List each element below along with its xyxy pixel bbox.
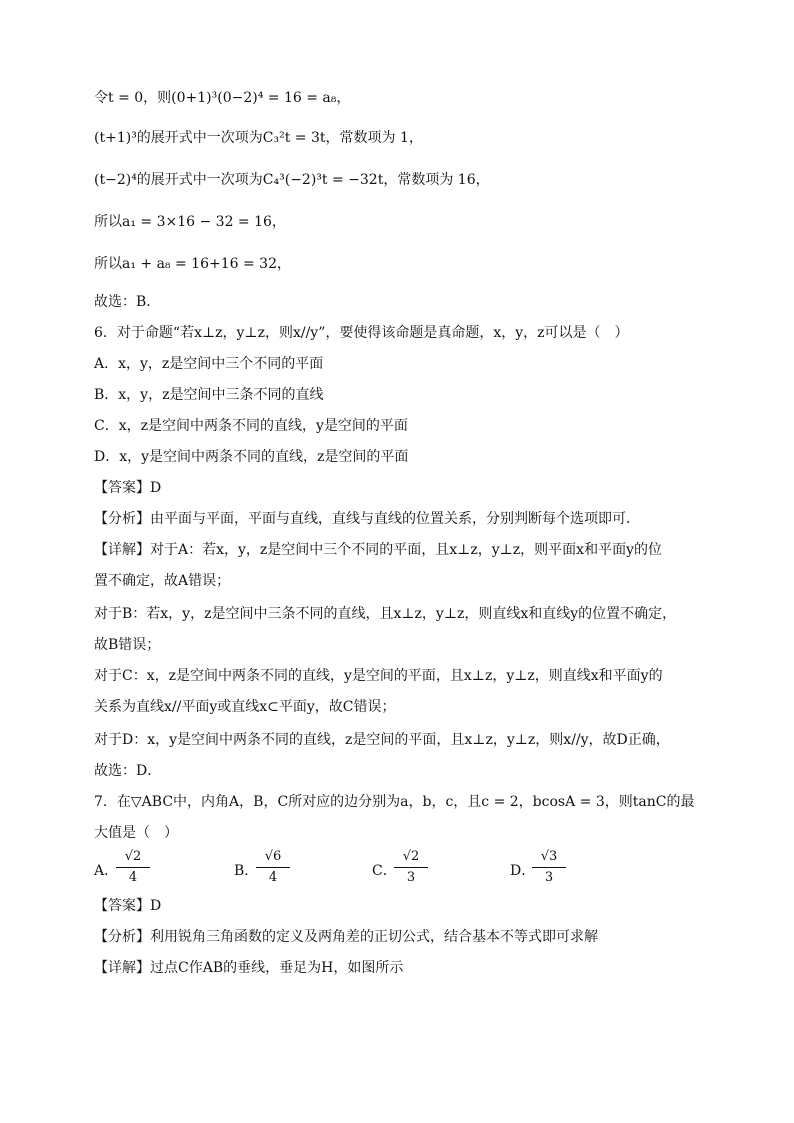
question-7-stem-1: 7．在▽ABC中，内角A，B，C所对应的边分别为a，b，c，且c = 2，bcosA = 3，则tanC的最: [94, 794, 695, 810]
question-7-detail: 【详解】过点C作AB的垂线，垂足为H，如图所示: [94, 960, 404, 976]
question-7-options: [94, 848, 694, 888]
option-d-denominator: 3: [544, 870, 554, 885]
question-6-answer: 【答案】D: [94, 480, 162, 496]
option-b-label: B．: [234, 863, 259, 879]
question-6-detail-8: 故选：D．: [94, 763, 162, 779]
question-6-detail-1: 【详解】对于A：若x，y，z是空间中三个不同的平面，且x⊥z，y⊥z，则平面x和平面y的位: [94, 542, 662, 558]
solution-line-5: 所以a₁ + a₈ = 16+16 = 32，: [94, 256, 291, 272]
option-a-label: A．: [94, 863, 119, 879]
option-d-label: D．: [510, 863, 536, 879]
question-6-detail-2: 置不确定，故A错误；: [94, 573, 231, 589]
option-a-numerator: √2: [116, 848, 150, 868]
answer-choice-line: 故选：B．: [94, 294, 161, 310]
question-6-detail-6: 关系为直线x//平面y或直线x⊂平面y，故C错误；: [94, 699, 396, 715]
option-c-denominator: 3: [406, 870, 416, 885]
solution-line-4: 所以a₁ = 3×16 − 32 = 16，: [94, 214, 286, 230]
question-6-option-c: C．x，z是空间中两条不同的直线，y是空间的平面: [94, 418, 408, 434]
question-6-detail-5: 对于C：x，z是空间中两条不同的直线，y是空间的平面，且x⊥z，y⊥z，则直线x和平面y的: [94, 668, 663, 684]
question-6-option-b: B．x，y，z是空间中三条不同的直线: [94, 387, 324, 403]
option-b-fraction: [256, 848, 290, 887]
solution-line-2: (t+1)³的展开式中一次项为C₃²t = 3t，常数项为 1，: [94, 130, 423, 146]
option-c-label: C．: [372, 863, 397, 879]
option-b-numerator: √6: [256, 848, 290, 868]
question-6-detail-3: 对于B：若x，y，z是空间中三条不同的直线，且x⊥z，y⊥z，则直线x和直线y的位置不确定，: [94, 606, 677, 622]
question-6-option-d: D．x，y是空间中两条不同的直线，z是空间的平面: [94, 449, 409, 465]
solution-line-3: (t−2)⁴的展开式中一次项为C₄³(−2)³t = −32t，常数项为 16，: [94, 172, 490, 188]
question-7-stem-2: 大值是（ ）: [94, 825, 178, 841]
option-a-fraction: [116, 848, 150, 887]
option-c-numerator: √2: [394, 848, 428, 868]
question-6-detail-7: 对于D：x，y是空间中两条不同的直线，z是空间的平面，且x⊥z，y⊥z，则x//y，故D正确，: [94, 732, 670, 748]
question-6-detail-4: 故B错误；: [94, 637, 161, 653]
question-6-option-a: A．x，y，z是空间中三个不同的平面: [94, 356, 324, 372]
option-d-numerator: √3: [532, 848, 566, 868]
option-b-denominator: 4: [268, 870, 278, 885]
question-6-analysis: 【分析】由平面与平面，平面与直线，直线与直线的位置关系，分别判断每个选项即可．: [94, 511, 640, 527]
question-7-analysis: 【分析】利用锐角三角函数的定义及两角差的正切公式，结合基本不等式即可求解: [94, 929, 598, 945]
question-7-answer: 【答案】D: [94, 898, 162, 914]
solution-line-1: 令t = 0，则(0+1)³(0−2)⁴ = 16 = a₈，: [94, 90, 351, 106]
option-d-fraction: [532, 848, 566, 887]
option-a-denominator: 4: [128, 870, 138, 885]
question-6-stem: 6．对于命题“若x⊥z，y⊥z，则x//y”，要使得该命题是真命题，x，y，z可以是（ ）: [94, 325, 629, 341]
option-c-fraction: [394, 848, 428, 887]
